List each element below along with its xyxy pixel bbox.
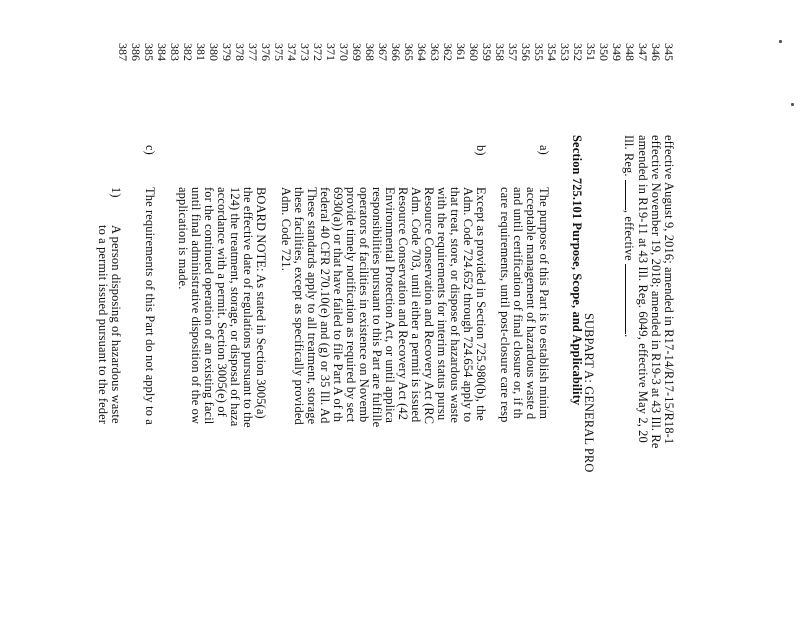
line-number: 347 — [636, 43, 650, 61]
line-number: 376 — [259, 43, 273, 61]
text-line: that treat, store, or dispose of hazardous waste — [448, 187, 462, 424]
line-number: 375 — [272, 43, 286, 61]
line-number: 362 — [441, 43, 455, 61]
text-line: to a permit issued pursuant to the feder — [96, 225, 110, 425]
text-line: responsibilities pursuant to this Part are fulfille — [370, 187, 384, 428]
line-number: 382 — [181, 43, 195, 61]
text-line: acceptable management of hazardous waste d — [524, 187, 538, 420]
history-line-4-end: . — [622, 334, 636, 338]
line-number: 357 — [506, 43, 520, 61]
line-number: 377 — [246, 43, 260, 61]
line-number: 370 — [337, 43, 351, 61]
text-line: 6930(a)) or that have failed to file Part A of th — [331, 187, 345, 423]
text-line: federal 40 CFR 270.10(e) and (g) or 35 Ill. Ad — [318, 187, 332, 424]
line-number: 379 — [220, 43, 234, 61]
line-number: 348 — [623, 43, 637, 61]
line-number: 356 — [519, 43, 533, 61]
text-line: Adm. Code 721. — [279, 187, 293, 272]
line-number: 385 — [142, 43, 156, 61]
line-number: 371 — [324, 43, 338, 61]
line-number: 378 — [233, 43, 247, 61]
text-line: Adm. Code 724.652 through 724.654 apply to — [461, 187, 475, 423]
line-number: 358 — [493, 43, 507, 61]
text-line: care requirements, until post-closure care resp — [498, 187, 512, 423]
text-line: 124) the treatment, storage, or disposal of haza — [228, 187, 242, 427]
scan-speck — [779, 40, 782, 43]
line-number: 368 — [363, 43, 377, 61]
line-number: 387 — [116, 43, 130, 61]
text-line: for the continued operation of an existing facil — [202, 187, 216, 425]
line-number: 380 — [207, 43, 221, 61]
subsection-c-label: c) — [143, 145, 157, 155]
line-number: 359 — [480, 43, 494, 61]
text-line: with the requirements for interim status pursu — [435, 187, 449, 421]
line-number: 345 — [662, 43, 676, 61]
text-line: application is made. — [176, 187, 190, 290]
line-number: 373 — [298, 43, 312, 61]
line-number: 383 — [168, 43, 182, 61]
line-number: 346 — [649, 43, 663, 61]
subsection-c-text: The requirements of this Part do not apply to a — [143, 187, 157, 425]
text-line: The purpose of this Part is to establish minim — [537, 187, 551, 419]
text-line: provide timely notification as required by sect — [344, 187, 358, 423]
text-line: A person disposing of hazardous waste — [109, 225, 123, 424]
line-number: 363 — [428, 43, 442, 61]
line-number: 360 — [467, 43, 481, 61]
text-line: until final administrative disposition of the ow — [189, 187, 203, 425]
line-number: 353 — [558, 43, 572, 61]
text-line: and until certification of final closure or, if th — [511, 187, 525, 419]
line-number: 364 — [415, 43, 429, 61]
text-line: These standards apply to all treatment, storage — [305, 187, 319, 425]
subsection-b-label: b) — [474, 145, 488, 156]
history-line-1: effective August 9, 2016; amended in R17-14/R17-15/R18-1 — [662, 135, 676, 445]
line-number: 354 — [545, 43, 559, 61]
history-line-2: effective November 19, 2018; amended in R19-3 at 43 Ill. Re — [649, 135, 663, 449]
text-line: operators of facilities in existence on Novemb — [357, 187, 371, 423]
line-number: 381 — [194, 43, 208, 61]
line-number: 365 — [402, 43, 416, 61]
subpart-heading: SUBPART A: GENERAL PRO — [582, 313, 596, 473]
text-line: BOARD NOTE: As stated in Section 3005(a) — [254, 187, 268, 419]
scan-speck — [791, 103, 794, 106]
text-line: these facilities, except as specifically provided — [292, 187, 306, 425]
history-line-4 — [622, 135, 636, 337]
line-number: 372 — [311, 43, 325, 61]
line-number: 361 — [454, 43, 468, 61]
line-number: 384 — [155, 43, 169, 61]
line-number: 386 — [129, 43, 143, 61]
text-line: Adm. Code 703, until either a permit is issued — [409, 187, 423, 423]
line-number: 352 — [571, 43, 585, 61]
text-line: Environmental Protection Act, or until applica — [383, 187, 397, 424]
subsection-a-label: a) — [537, 145, 551, 155]
line-number: 366 — [389, 43, 403, 61]
text-line: Resource Conservation and Recovery Act (RC — [422, 187, 436, 425]
line-number: 374 — [285, 43, 299, 61]
line-number: 349 — [610, 43, 624, 61]
line-number: 369 — [350, 43, 364, 61]
line-number: 355 — [532, 43, 546, 61]
history-line-3: amended in R19-11 at 43 Ill. Reg. 6049, effective May 2, 20 — [636, 135, 650, 443]
register-volume-blank — [625, 180, 636, 210]
subsection-c1-label: 1) — [109, 187, 123, 198]
history-line-4-mid: , effective — [622, 209, 636, 261]
line-number: 351 — [584, 43, 598, 61]
effective-date-blank — [625, 264, 636, 334]
text-line: Resource Conservation and Recovery Act (42 — [396, 187, 410, 421]
line-number: 367 — [376, 43, 390, 61]
text-line: accordance with a permit. Section 3005(e) of — [215, 187, 229, 417]
text-line: Except as provided in Section 725.980(b), the — [474, 187, 488, 421]
line-number: 350 — [597, 43, 611, 61]
history-line-4-start: Ill. Reg. — [622, 135, 636, 177]
text-line: the effective date of regulations pursuant to the — [241, 187, 255, 428]
section-heading: Section 725.101 Purpose, Scope, and Applicability — [570, 135, 584, 406]
